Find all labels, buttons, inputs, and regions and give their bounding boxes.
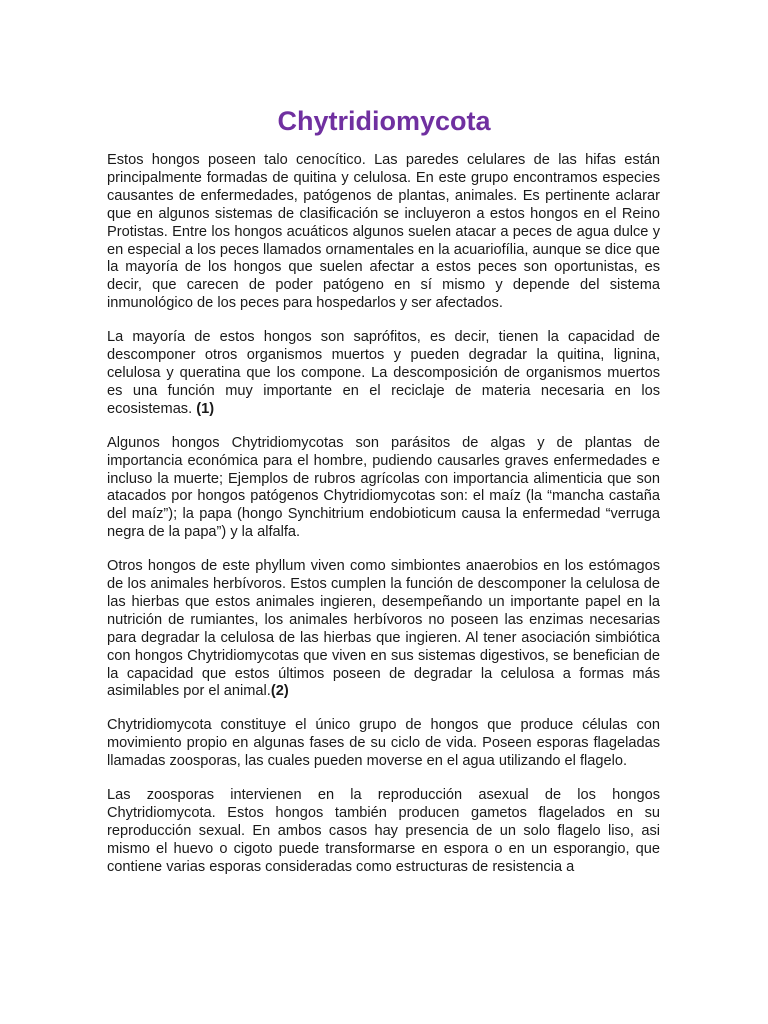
document-title: Chytridiomycota	[277, 106, 491, 136]
paragraph-6-text: Las zoosporas intervienen en la reproducción asexual de los hongos Chytridiomycota. Estos hongos también producen gametos flagelados en su reproducción sexual. En ambos casos hay presencia de un solo flagelo liso, asi mismo el huevo o cigoto puede transformarse en espora o en un esporangio, que contiene varias esporas consideradas como estructuras de resistencia a	[107, 787, 660, 875]
paragraph-5	[107, 717, 660, 771]
paragraph-3	[107, 435, 660, 542]
paragraph-1	[107, 152, 660, 313]
paragraph-2	[107, 329, 660, 419]
paragraph-4-reference: (2)	[270, 683, 289, 700]
paragraph-3-text: Algunos hongos Chytridiomycotas son parásitos de algas y de plantas de importancia económica para el hombre, pudiendo causarles graves enfermedades e incluso la muerte; Ejemplos de rubros agrícolas con importancia alimenticia que son atacados por hongos patógenos Chytridiomycotas son: el maíz (la “mancha castaña del maíz”); la papa (hongo Synchitrium endobioticum causa la enfermedad “verruga negra de la papa”) y la alfalfa.	[107, 434, 660, 541]
paragraph-4	[107, 558, 660, 701]
paragraph-2-text: La mayoría de estos hongos son saprófitos, es decir, tienen la capacidad de descomponer otros organismos muertos y pueden degradar la quitina, lignina, celulosa y queratina que los compone. La descomposición de organismos muertos es una función muy importante en el reciclaje de materia necesaria en los ecosistemas.	[107, 329, 660, 417]
paragraph-1-text: Estos hongos poseen talo cenocítico. Las paredes celulares de las hifas están principalmente formadas de quitina y celulosa. En este grupo encontramos especies causantes de enfermedades, patógenos de plantas, animales. Es pertinente aclarar que en algunos sistemas de clasificación se incluyeron a estos hongos en el Reino Protistas. Entre los hongos acuáticos algunos suelen atacar a peces de agua dulce y en especial a los peces llamados ornamentales en la acuariofília, aunque se dice que la mayoría de los hongos que suelen afectar a estos peces son oportunistas, es decir, que carecen de poder patógeno en sí mismo y depende del sistema inmunológico de los peces para hospedarlos y ser afectados.	[107, 152, 660, 312]
paragraph-4-text: Otros hongos de este phyllum viven como simbiontes anaerobios en los estómagos de los animales herbívoros. Estos cumplen la función de descomponer la celulosa de las hierbas que estos animales ingieren, desempeñando un importante papel en la nutrición de rumiantes, los animales herbívoros no poseen las enzimas necesarias para degradar la celulosa de las hierbas que ingieren. Al tener asociación simbiótica con hongos Chytridiomycotas que viven en sus sistemas digestivos, se benefician de la capacidad que estos últimos poseen de degradar la celulosa a formas más asimilables por el animal.	[107, 558, 660, 700]
paragraph-2-reference: (1)	[196, 400, 215, 417]
document-body	[107, 152, 660, 893]
paragraph-5-text: Chytridiomycota constituye el único grupo de hongos que produce células con movimiento propio en algunas fases de su ciclo de vida. Poseen esporas flageladas llamadas zoosporas, las cuales pueden moverse en el agua utilizando el flagelo.	[107, 717, 660, 770]
paragraph-6	[107, 787, 660, 877]
